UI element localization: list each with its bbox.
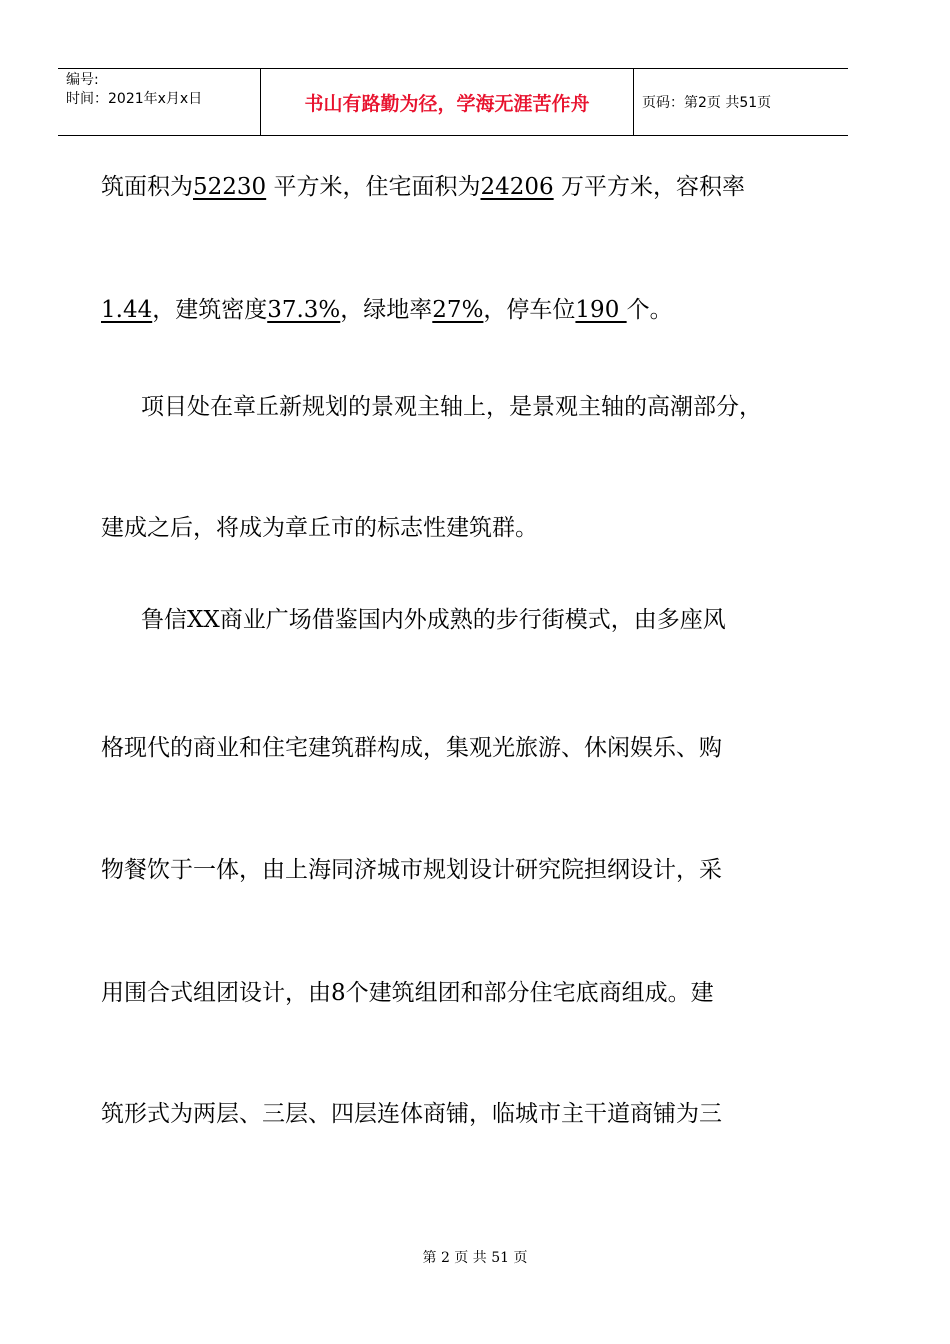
green-rate-value: 27% (432, 297, 484, 323)
text-segment: 平方米，住宅面积为 (266, 174, 481, 200)
document-number-label: 编号: (66, 72, 99, 88)
page-footer: 第 2 页 共 51 页 (422, 1250, 528, 1266)
paragraph-line-9: 筑形式为两层、三层、四层连体商铺，临城市主干道商铺为三 (101, 1101, 722, 1127)
floor-area-value: 52230 (193, 174, 267, 200)
paragraph-line-3: 项目处在章丘新规划的景观主轴上，是景观主轴的高潮部分， (141, 394, 762, 420)
text-segment: 个。 (626, 297, 673, 323)
page-header (58, 68, 848, 136)
building-density-value: 37.3% (267, 297, 341, 323)
paragraph-line-5: 鲁信XX商业广场借鉴国内外成熟的步行街模式，由多座风 (141, 607, 726, 633)
paragraph-line-8: 用围合式组团设计，由8个建筑组团和部分住宅底商组成。建 (101, 980, 714, 1006)
text-segment: ，绿地率 (340, 297, 433, 323)
text-segment: ，建筑密度 (152, 297, 268, 323)
header-motto: 书山有路勤为径，学海无涯苦作舟 (304, 92, 590, 115)
residential-area-value: 24206 (480, 174, 554, 200)
text-segment: 万平方米，容积率 (553, 174, 745, 200)
text-segment: 筑面积为 (101, 174, 193, 200)
header-meta-cell (58, 69, 260, 135)
paragraph-line-6: 格现代的商业和住宅建筑群构成，集观光旅游、休闲娱乐、购 (101, 735, 722, 761)
document-time-label: 时间：2021年x月x日 (66, 91, 203, 107)
paragraph-line-7: 物餐饮于一体，由上海同济城市规划设计研究院担纲设计，采 (101, 857, 722, 883)
parking-value: 190 (575, 297, 627, 323)
text-segment: ，停车位 (483, 297, 576, 323)
paragraph-line-4: 建成之后，将成为章丘市的标志性建筑群。 (101, 515, 538, 541)
header-page-cell (634, 69, 848, 135)
paragraph-line-2 (101, 295, 673, 325)
paragraph-line-1 (101, 172, 745, 202)
header-motto-cell (260, 69, 634, 135)
plot-ratio-value: 1.44 (101, 297, 153, 323)
header-page-info: 页码：第2页 共51页 (642, 95, 772, 111)
